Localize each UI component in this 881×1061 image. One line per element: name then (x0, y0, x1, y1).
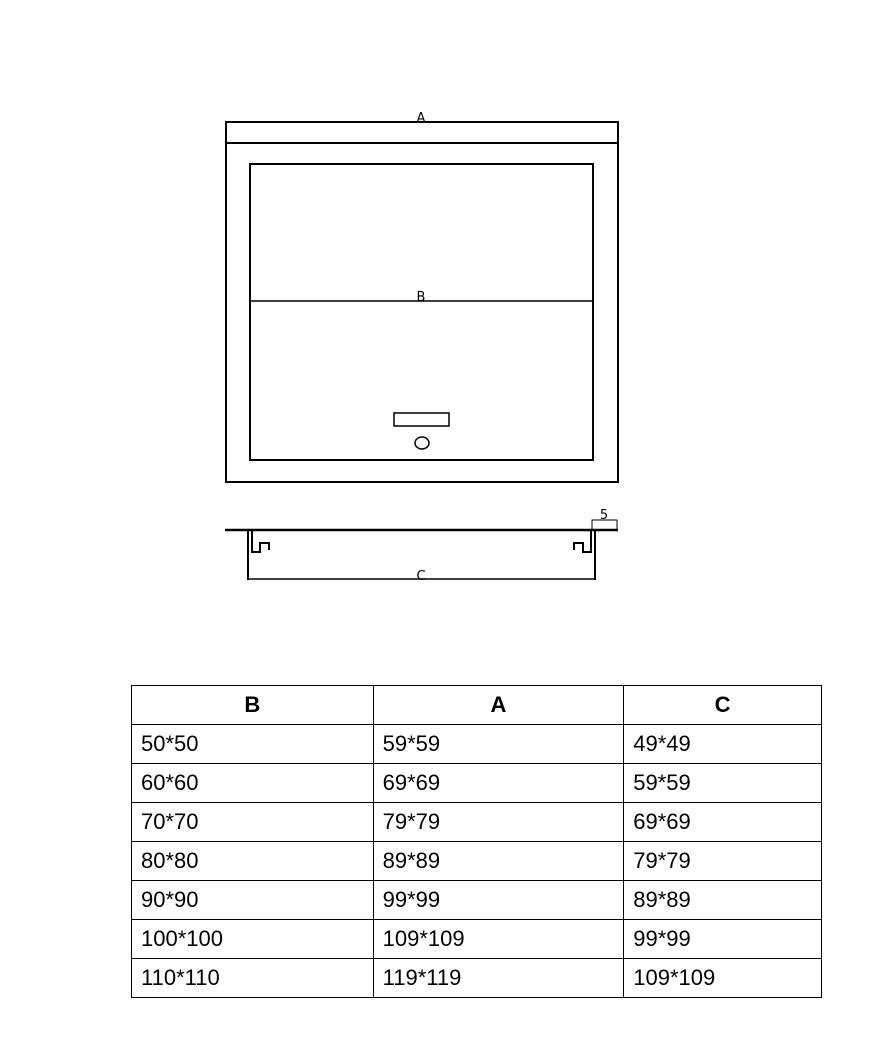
table-row (132, 725, 822, 764)
handle-slot (394, 413, 449, 426)
table-cell: 109*109 (624, 959, 822, 998)
table-cell: 110*110 (132, 959, 374, 998)
table-cell: 80*80 (132, 842, 374, 881)
table-row (132, 920, 822, 959)
table-cell: 89*89 (624, 881, 822, 920)
lock-hole (415, 437, 429, 449)
label-a: A (416, 111, 426, 126)
label-b: B (416, 290, 426, 305)
table-cell: 69*69 (624, 803, 822, 842)
inner-door-panel (250, 164, 593, 460)
table-cell: 70*70 (132, 803, 374, 842)
table-cell: 89*89 (373, 842, 624, 881)
table-cell: 79*79 (624, 842, 822, 881)
label-c: C (416, 569, 426, 584)
table-row (132, 842, 822, 881)
size-table-body (132, 725, 822, 998)
right-latch-profile (574, 531, 591, 552)
table-header-row (132, 686, 822, 725)
header-c: C (624, 686, 822, 725)
table-cell: 100*100 (132, 920, 374, 959)
table-cell: 60*60 (132, 764, 374, 803)
table-cell: 50*50 (132, 725, 374, 764)
table-cell: 69*69 (373, 764, 624, 803)
table-row (132, 764, 822, 803)
table-cell: 59*59 (624, 764, 822, 803)
table-cell: 49*49 (624, 725, 822, 764)
table-row (132, 959, 822, 998)
table-cell: 99*99 (373, 881, 624, 920)
size-table (131, 685, 822, 998)
table-row (132, 881, 822, 920)
label-thickness: 5 (599, 508, 609, 523)
table-cell: 99*99 (624, 920, 822, 959)
table-row (132, 803, 822, 842)
table-cell: 59*59 (373, 725, 624, 764)
header-a: A (373, 686, 624, 725)
header-b: B (132, 686, 374, 725)
table-cell: 109*109 (373, 920, 624, 959)
table-cell: 119*119 (373, 959, 624, 998)
table-cell: 90*90 (132, 881, 374, 920)
left-latch-profile (252, 531, 269, 552)
table-cell: 79*79 (373, 803, 624, 842)
